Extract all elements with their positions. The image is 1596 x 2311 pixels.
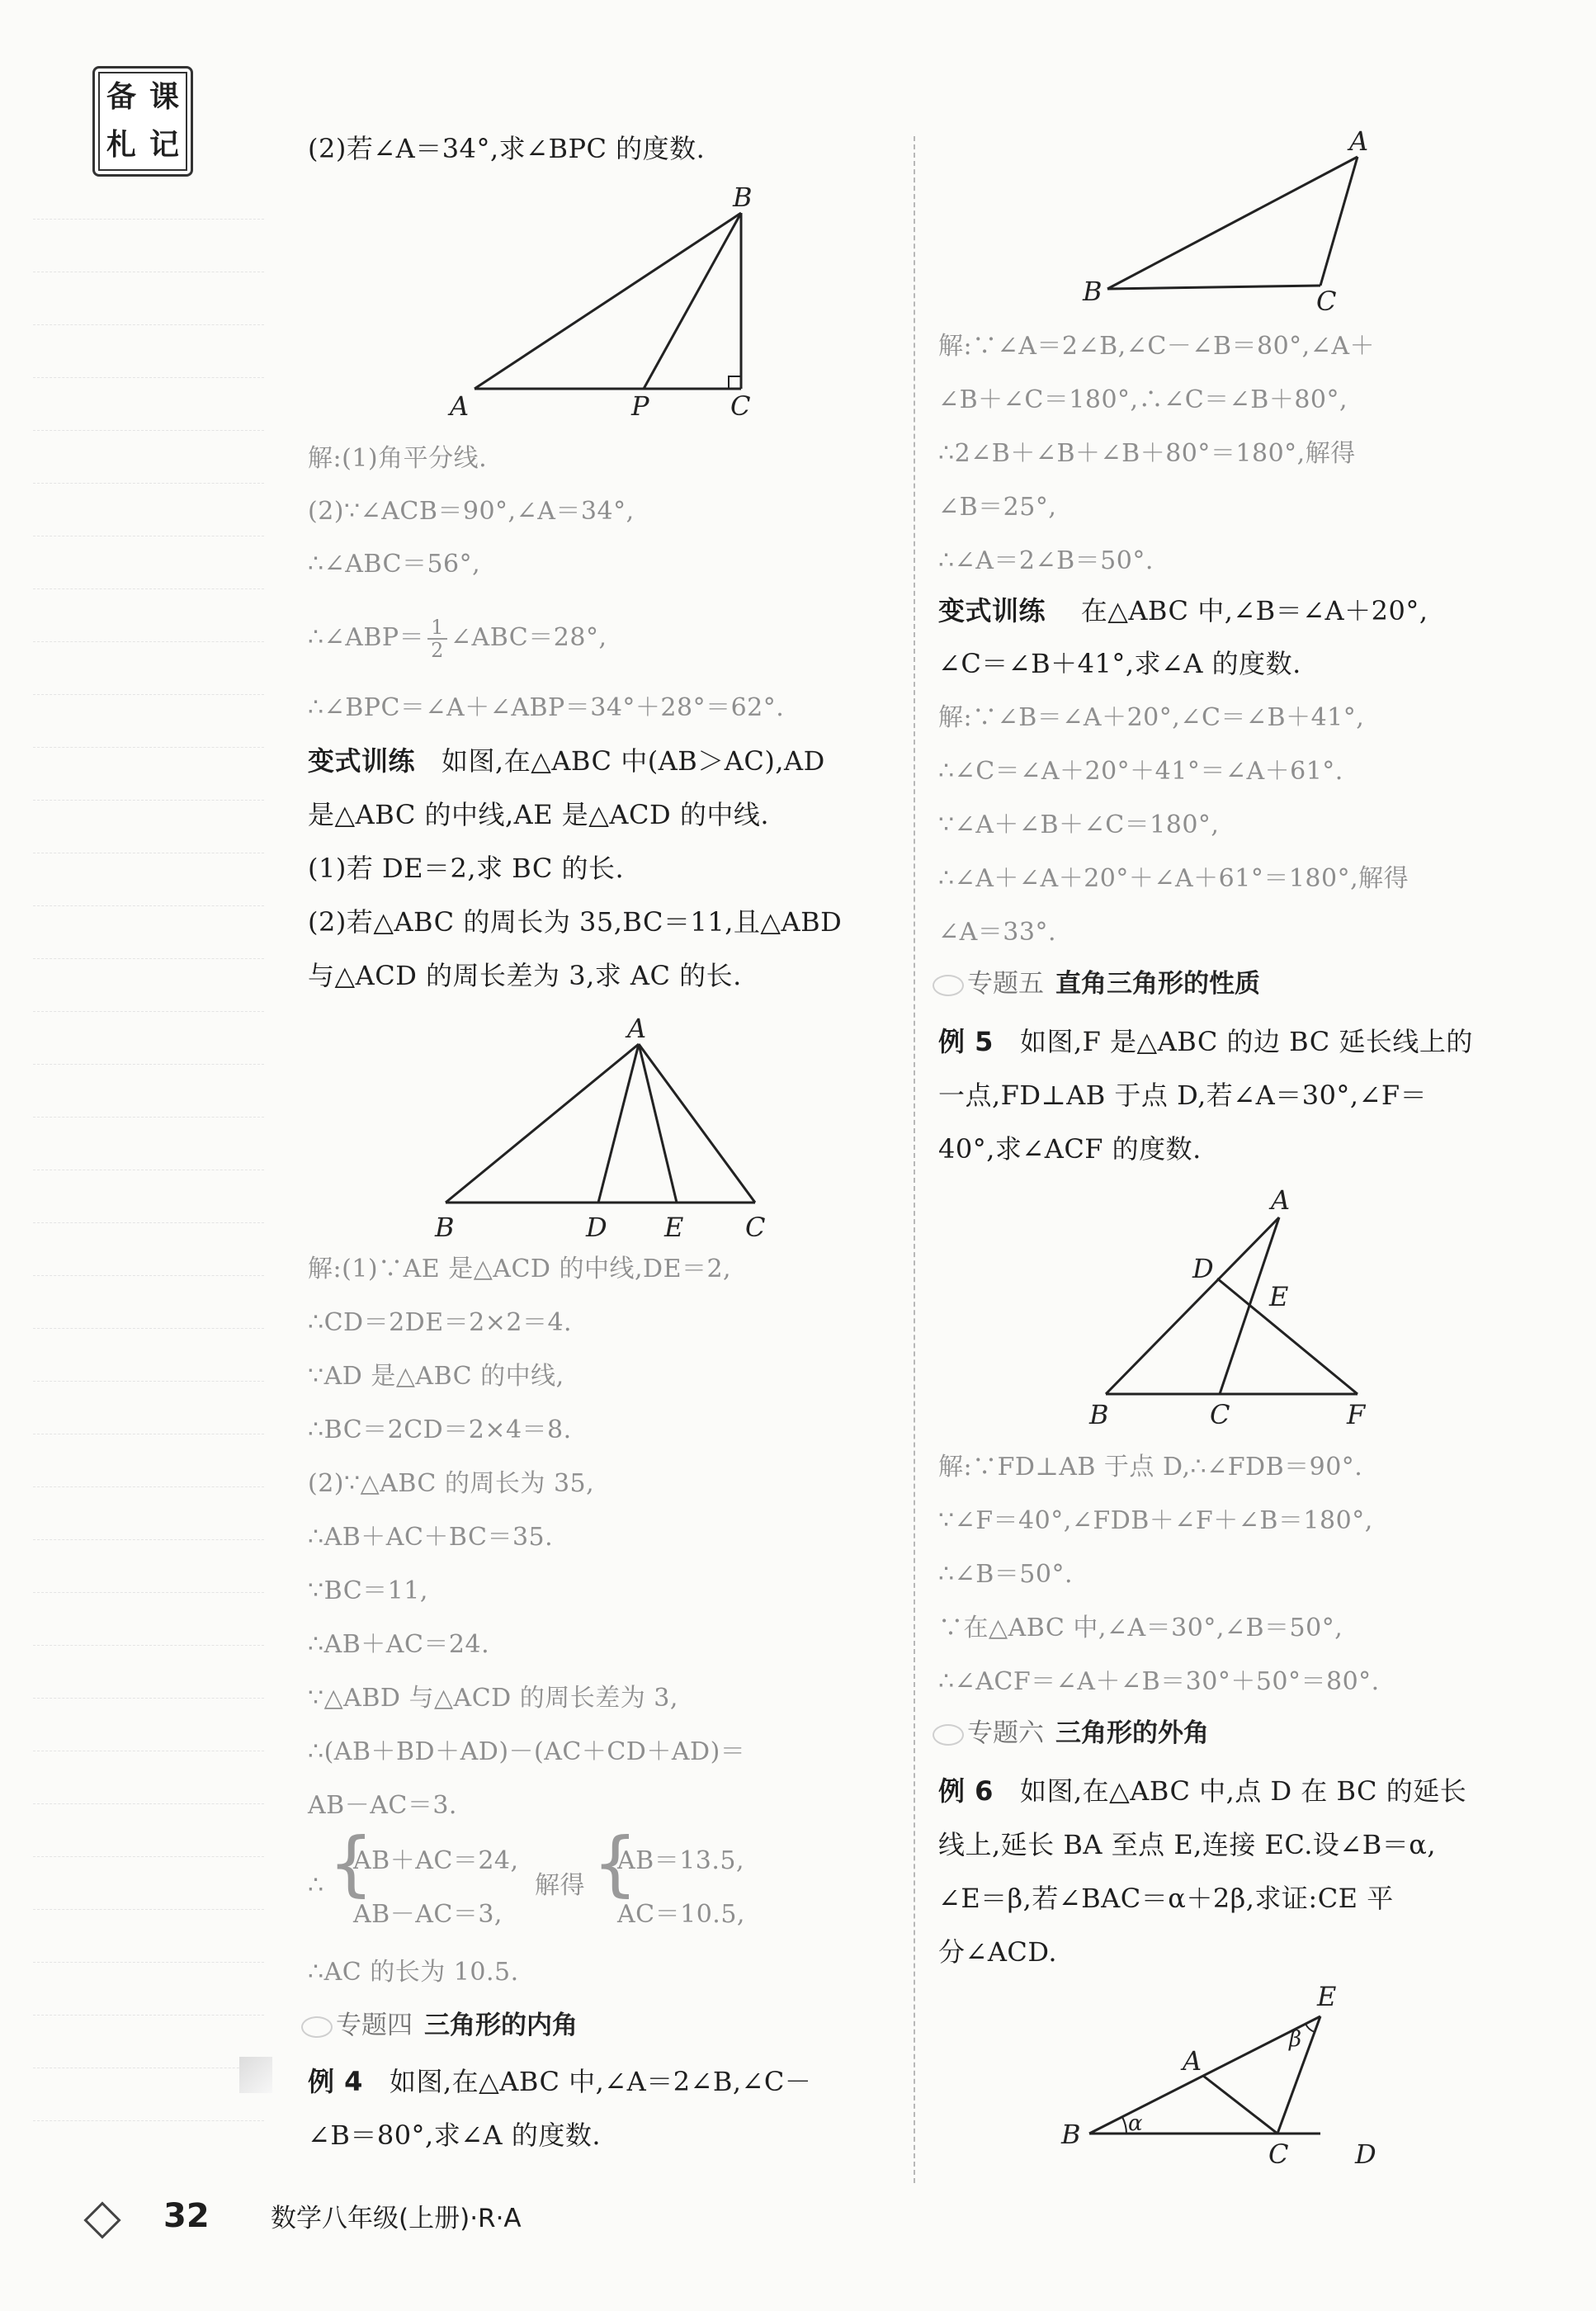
segment-ab (446, 1044, 639, 1203)
note-line (33, 324, 264, 325)
figure-triangle-median (421, 1007, 792, 1246)
footer-ornament (83, 2195, 140, 2237)
note-line (33, 1011, 264, 1012)
system2-eq: AC＝10.5, (617, 1900, 745, 1929)
note-line (33, 747, 264, 748)
sol2-end: ∴AC 的长为 10.5. (308, 1958, 519, 1987)
brace-left: { (328, 1822, 374, 1905)
variation-text: 如图,在△ABC 中(AB＞AC),AD (441, 745, 825, 777)
example-5 (938, 1025, 1473, 1058)
segment-ac (1320, 157, 1358, 286)
note-line (33, 588, 264, 589)
sol6-line: ∵∠F＝40°,∠FDB＋∠F＋∠B＝180°, (938, 1506, 1373, 1535)
figure-triangle-abc-ex4 (1073, 124, 1403, 314)
variation-label: 变式训练 (308, 745, 416, 777)
note-line (33, 641, 264, 642)
label-e: E (1317, 1981, 1337, 2012)
example-label: 例 4 (308, 2066, 363, 2097)
system2-eq: AB＝13.5, (617, 1846, 745, 1875)
topic-tag: 专题四 (336, 2011, 413, 2040)
figure-triangle-with-perpendicular (1073, 1176, 1403, 1440)
variation-text: 与△ACD 的周长差为 3,求 AC 的长. (308, 960, 742, 991)
note-line (33, 219, 264, 220)
sol2-line: ∵BC＝11, (308, 1576, 428, 1605)
fraction-denominator: 2 (431, 639, 444, 662)
book-title: 数学八年级(上册)·R·A (271, 2204, 522, 2233)
segment-ac (639, 1044, 755, 1203)
label-b: B (1061, 2119, 1081, 2150)
sol6-line: ∴∠B＝50°. (938, 1560, 1073, 1589)
sol5-line: ∠A＝33°. (938, 918, 1057, 947)
topic-6-header (933, 1717, 1209, 1750)
label-c: C (1316, 286, 1337, 314)
example-text: ∠E＝β,若∠BAC＝α＋2β,求证:CE 平 (938, 1883, 1394, 1914)
sol2-line: ∴CD＝2DE＝2×2＝4. (308, 1308, 573, 1337)
notes-char: 记 (149, 128, 179, 162)
label-c: C (1268, 2139, 1289, 2170)
angle-arc-alpha (1122, 2117, 1126, 2134)
note-line (33, 958, 264, 959)
label-b: B (733, 186, 753, 213)
sol1-line: ∴∠ABC＝56°, (308, 550, 481, 579)
note-line (33, 1645, 264, 1646)
note-line (33, 1064, 264, 1065)
note-line (33, 1962, 264, 1963)
system1-eq: AB－AC＝3, (353, 1900, 503, 1929)
sol5-line: 解:∵∠B＝∠A＋20°,∠C＝∠B＋41°, (938, 703, 1365, 732)
sol5-line: ∴∠A＋∠A＋20°＋∠A＋61°＝180°,解得 (938, 864, 1409, 893)
sol2-line: AB－AC＝3. (308, 1791, 457, 1820)
sol6-line: ∴∠ACF＝∠A＋∠B＝30°＋50°＝80°. (938, 1667, 1380, 1696)
label-a: A (627, 1013, 647, 1044)
example-text: 如图,F 是△ABC 的边 BC 延长线上的 (1019, 1026, 1473, 1057)
topic-title: 直角三角形的性质 (1055, 969, 1260, 999)
topic-title: 三角形的内角 (424, 2011, 578, 2040)
note-line (33, 1698, 264, 1699)
segment-bp (644, 213, 741, 389)
sol2-line: 解:(1)∵AE 是△ACD 的中线,DE＝2, (308, 1255, 732, 1283)
sol2-line: ∵AD 是△ABC 的中线, (308, 1362, 564, 1391)
system-solve-word: 解得 (535, 1871, 585, 1900)
note-line (33, 694, 264, 695)
sol1-line-fraction (308, 617, 607, 661)
right-angle-mark (729, 376, 741, 389)
example-text: 如图,在△ABC 中,点 D 在 BC 的延长 (1019, 1775, 1467, 1807)
therefore-symbol: ∴ (308, 1871, 324, 1900)
example-text: 如图,在△ABC 中,∠A＝2∠B,∠C－ (389, 2066, 812, 2097)
label-d: D (586, 1212, 607, 1243)
sol6-line: 解:∵FD⊥AB 于点 D,∴∠FDB＝90°. (938, 1453, 1363, 1482)
sol2-line: ∴BC＝2CD＝2×4＝8. (308, 1415, 572, 1444)
sol4-line: ∴∠A＝2∠B＝50°. (938, 546, 1154, 575)
variation-text: (2)若△ABC 的周长为 35,BC＝11,且△ABD (308, 906, 843, 938)
label-b: B (1083, 276, 1103, 307)
label-beta: β (1289, 2027, 1302, 2052)
note-line (33, 1328, 264, 1329)
note-line (33, 483, 264, 484)
label-c: C (730, 390, 751, 422)
sol1-text: ∴∠ABP＝ (308, 623, 425, 652)
segment-ab (475, 213, 741, 389)
sol1-line: ∴∠BPC＝∠A＋∠ABP＝34°＋28°＝62°. (308, 693, 785, 722)
example-4 (308, 2065, 811, 2098)
label-c: C (1210, 1399, 1230, 1430)
variation-text: (1)若 DE＝2,求 BC 的长. (308, 853, 625, 884)
label-alpha: α (1128, 2111, 1143, 2136)
segment-ad (598, 1044, 639, 1203)
example-text: 40°,求∠ACF 的度数. (938, 1133, 1202, 1165)
sol5-line: ∵∠A＋∠B＋∠C＝180°, (938, 811, 1220, 839)
variation-label: 变式训练 (938, 595, 1046, 626)
note-line (33, 377, 264, 378)
topic-tag: 专题六 (967, 1718, 1044, 1748)
note-line (33, 1222, 264, 1223)
label-a: A (1183, 2045, 1202, 2077)
sol4-line: ∠B＝25°, (938, 493, 1057, 522)
diamond-icon (83, 2201, 120, 2238)
sol4-line: 解:∵∠A＝2∠B,∠C－∠B＝80°,∠A＋ (938, 332, 1375, 361)
example-text: ∠B＝80°,求∠A 的度数. (308, 2120, 601, 2151)
variation-1 (308, 744, 825, 777)
figure-exterior-angle (1048, 1977, 1411, 2175)
sol2-line: ∴(AB＋BD＋AD)－(AC＋CD＋AD)＝ (308, 1737, 746, 1766)
notes-char: 课 (149, 80, 179, 114)
variation-2 (938, 594, 1428, 627)
page-number: 32 (163, 2197, 210, 2235)
fraction-numerator: 1 (427, 617, 447, 640)
segment-ab (1106, 1217, 1279, 1394)
label-a: A (1271, 1184, 1291, 1216)
example-label: 例 5 (938, 1026, 994, 1057)
figure-right-triangle-abp (446, 186, 776, 425)
note-line (33, 2015, 264, 2016)
sol2-line: (2)∵△ABC 的周长为 35, (308, 1469, 595, 1498)
column-divider (914, 136, 915, 2183)
note-line (33, 1381, 264, 1382)
brace-left: { (593, 1822, 638, 1905)
note-line (33, 2120, 264, 2121)
segment-be (1089, 2016, 1320, 2134)
note-line (33, 1803, 264, 1804)
example-text: 一点,FD⊥AB 于点 D,若∠A＝30°,∠F＝ (938, 1080, 1428, 1111)
sol1-line: 解:(1)角平分线. (308, 444, 488, 473)
topic-title: 三角形的外角 (1055, 1718, 1209, 1748)
sol1-line: (2)∵∠ACB＝90°,∠A＝34°, (308, 497, 635, 526)
note-line (33, 1592, 264, 1593)
sol2-line: ∴AB＋AC＝24. (308, 1630, 490, 1659)
angle-arc-beta (1306, 2024, 1315, 2032)
label-b: B (1089, 1399, 1109, 1430)
topic-4-header (301, 2009, 578, 2042)
segment-bc (1107, 286, 1320, 289)
label-b: B (435, 1212, 455, 1243)
example-text: 分∠ACD. (938, 1936, 1058, 1968)
corner-ornament (239, 2057, 272, 2093)
question-2: (2)若∠A＝34°,求∠BPC 的度数. (308, 133, 706, 164)
label-a: A (1349, 125, 1369, 157)
label-d: D (1192, 1253, 1214, 1284)
variation-text: 在△ABC 中,∠B＝∠A＋20°, (1080, 595, 1428, 626)
notes-char: 备 (106, 80, 136, 114)
sol5-line: ∴∠C＝∠A＋20°＋41°＝∠A＋61°. (938, 757, 1343, 786)
label-p: P (631, 390, 649, 422)
sol1-text: ∠ABC＝28°, (450, 623, 607, 652)
system1-eq: AB＋AC＝24, (353, 1846, 519, 1875)
variation-text: ∠C＝∠B＋41°,求∠A 的度数. (938, 648, 1301, 679)
label-e: E (1269, 1281, 1289, 1312)
label-d: D (1355, 2139, 1376, 2170)
note-line (33, 1909, 264, 1910)
notes-char: 札 (106, 128, 136, 162)
topic-5-header (933, 967, 1260, 1000)
fraction-half (427, 617, 447, 661)
note-line (33, 1856, 264, 1857)
label-e: E (664, 1212, 684, 1243)
example-6 (938, 1775, 1466, 1808)
sol2-line: ∴AB＋AC＋BC＝35. (308, 1523, 554, 1552)
topic-tag: 专题五 (967, 969, 1044, 999)
label-c: C (745, 1212, 766, 1243)
sol4-line: ∴2∠B＋∠B＋∠B＋80°＝180°,解得 (938, 439, 1356, 468)
label-f: F (1347, 1399, 1366, 1430)
segment-ac (1203, 2076, 1277, 2134)
sol2-line: ∵△ABD 与△ACD 的周长差为 3, (308, 1684, 678, 1713)
circle-icon (301, 2016, 333, 2038)
label-a: A (450, 390, 470, 422)
note-line (33, 1539, 264, 1540)
circle-icon (933, 975, 964, 996)
note-line (33, 800, 264, 801)
note-line (33, 1275, 264, 1276)
example-label: 例 6 (938, 1775, 994, 1807)
sol4-line: ∠B＋∠C＝180°,∴∠C＝∠B＋80°, (938, 385, 1348, 414)
example-text: 线上,延长 BA 至点 E,连接 EC.设∠B＝α, (938, 1829, 1437, 1860)
note-line (33, 905, 264, 906)
note-line (33, 1117, 264, 1118)
note-line (33, 1486, 264, 1487)
segment-ab (1107, 157, 1358, 289)
variation-text: 是△ABC 的中线,AE 是△ACD 的中线. (308, 799, 770, 830)
notes-stamp (92, 66, 193, 177)
sol6-line: ∵在△ABC 中,∠A＝30°,∠B＝50°, (938, 1614, 1343, 1642)
note-line (33, 430, 264, 431)
circle-icon (933, 1724, 964, 1746)
